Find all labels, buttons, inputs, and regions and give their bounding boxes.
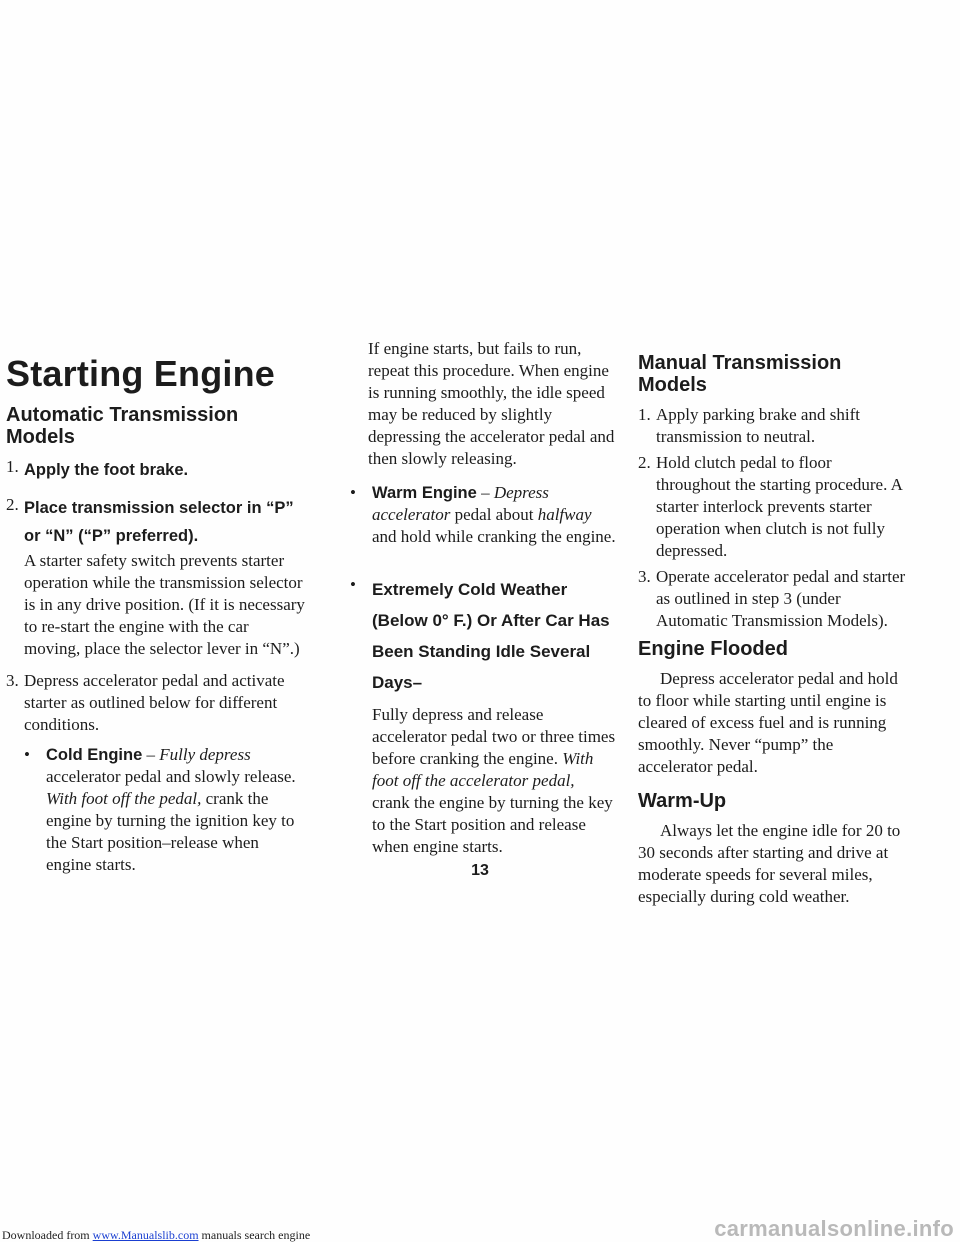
warm-text-1: pedal about [450, 505, 538, 524]
cold-text-2: crank the engine by turning the ignition key to the Start position–release when engine starts. [46, 789, 295, 874]
warm-engine-text [372, 482, 616, 548]
dash: – [476, 483, 494, 502]
manual-step-2-number: 2. [638, 453, 651, 472]
manual-step-1-number: 1. [638, 405, 651, 424]
dash: – [142, 745, 160, 764]
extreme-italic: With foot off the accelerator pedal, [372, 749, 594, 790]
manual-step-3 [638, 566, 910, 632]
cold-italic: Fully depress [159, 745, 251, 764]
step-1-text: Apply the foot brake. [24, 461, 189, 479]
extreme-text-2: crank the engine by turning the key to the Start position and release when engine starts. [372, 793, 613, 856]
section-heading-warmup: Warm-Up [638, 790, 727, 812]
cold-engine-label: Cold Engine [46, 746, 143, 764]
warm-italic: Depress accelerator [372, 483, 549, 524]
page-number: 13 [471, 862, 489, 879]
manual-step-3-number: 3. [638, 567, 651, 586]
bullet-dot: • [350, 575, 356, 594]
extreme-cold-text [372, 704, 616, 858]
step-3 [6, 670, 308, 876]
step-1 [6, 456, 308, 484]
step-2 [6, 494, 308, 660]
step-3-number: 3. [6, 671, 19, 690]
watermark: carmanualsonline.info [714, 1216, 954, 1241]
flooded-text: Depress accelerator pedal and hold to floor while starting until engine is cleared of excess fuel and is running smoothly. Never “pump” the accelerator pedal. [638, 669, 898, 776]
manualslib-link[interactable]: www.Manualslib.com [92, 1228, 199, 1242]
step-2-number: 2. [6, 495, 19, 514]
step-3-text: Depress accelerator pedal and activate starter as outlined below for different conditions. [24, 671, 285, 734]
page-title: Starting Engine [6, 353, 276, 394]
warm-text-2: and hold while cranking the engine. [372, 527, 616, 546]
intro-paragraph: If engine starts, but fails to run, repeat this procedure. When engine is running smoothly, the idle speed may be reduced by slightly depressing the accelerator pedal and then slowly releasing. [368, 339, 615, 468]
footer-prefix: Downloaded from [2, 1228, 93, 1242]
warm-engine-label: Warm Engine [372, 484, 477, 502]
bullet-warm-engine [350, 482, 616, 548]
cold-italic-2: With foot off the pedal, [46, 789, 202, 808]
warm-italic-2: halfway [537, 505, 592, 524]
cold-engine-text [46, 744, 308, 876]
right-column [638, 338, 910, 908]
bullet-dot: • [350, 483, 356, 502]
manual-step-1-text: Apply parking brake and shift transmission to neutral. [656, 405, 860, 446]
bullet-extreme-cold [350, 574, 616, 858]
manual-step-3-text: Operate accelerator pedal and starter as outlined in step 3 (under Automatic Transmission Models). [656, 567, 906, 630]
middle-column [350, 338, 616, 858]
step-2-heading: Place transmission selector in “P” or “N” (“P” preferred). [24, 499, 294, 545]
step-2-text: A starter safety switch prevents starter operation while the transmission selector is in any drive position. (If it is necessary to re-start the engine with the car moving, place the selector lever in “N”.) [24, 551, 305, 658]
bullet-cold-engine [24, 744, 308, 876]
manual-step-1 [638, 404, 910, 448]
section-heading-flooded: Engine Flooded [638, 638, 788, 660]
warmup-text: Always let the engine idle for 20 to 30 seconds after starting and drive at moderate speeds for several miles, especially during cold weather. [638, 821, 901, 906]
left-column [6, 338, 308, 886]
manual-step-2 [638, 452, 910, 562]
footer-suffix: manuals search engine [198, 1228, 311, 1242]
step-1-number: 1. [6, 457, 19, 476]
extreme-cold-heading: Extremely Cold Weather (Below 0° F.) Or After Car Has Been Standing Idle Several Days– [372, 580, 610, 692]
download-footer [2, 1228, 310, 1242]
cold-text-1: accelerator pedal and slowly release. [46, 767, 296, 786]
section-heading-automatic: Automatic Transmission Models [6, 404, 239, 448]
bullet-dot: • [24, 745, 30, 764]
extreme-text-1: Fully depress and release accelerator pedal two or three times before cranking the engine. [372, 705, 616, 768]
section-heading-manual: Manual Transmission Models [638, 352, 842, 396]
manual-step-2-text: Hold clutch pedal to floor throughout the starting procedure. A starter interlock prevents starter operation when clutch is not fully depressed. [656, 453, 902, 560]
